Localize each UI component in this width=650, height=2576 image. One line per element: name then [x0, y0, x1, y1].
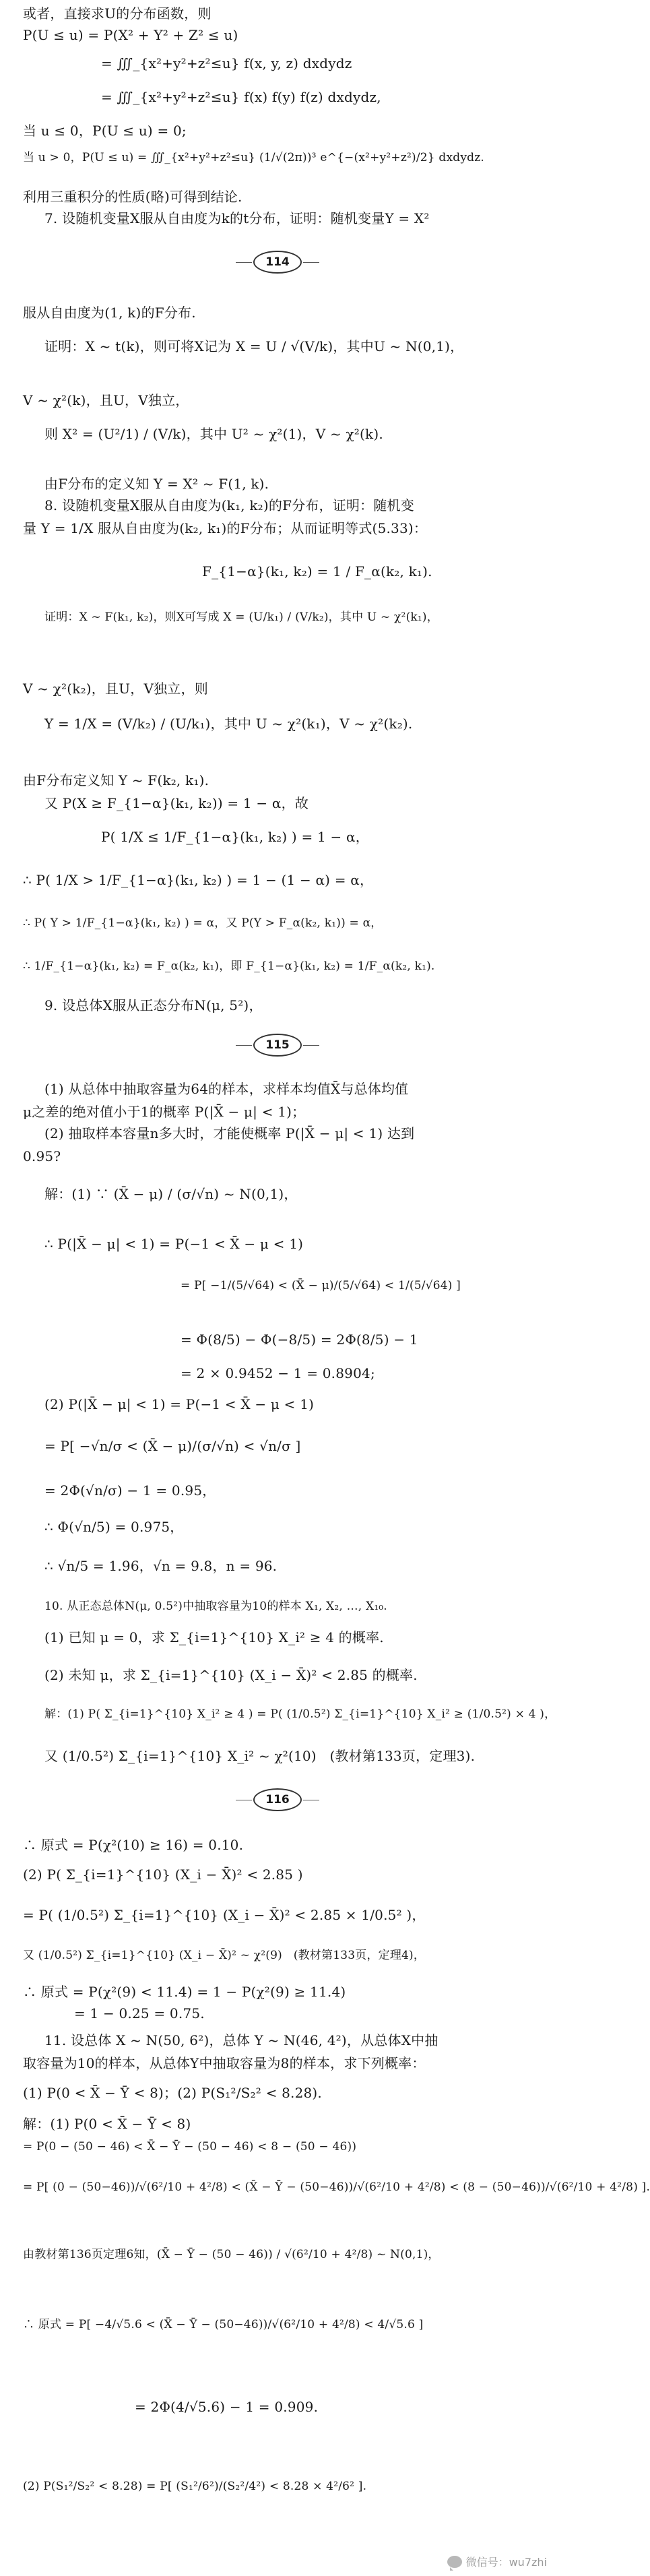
- text-line: 又 P(X ≥ F_{1−α}(k₁, k₂)) = 1 − α，故: [44, 795, 309, 811]
- wechat-icon: [447, 2556, 462, 2568]
- text-line: ∴ 1/F_{1−α}(k₁, k₂) = F_α(k₂, k₁)，即 F_{1−α}(k₁, k₂) = 1/F_α(k₂, k₁).: [23, 960, 435, 973]
- text-line: = P[ (0 − (50−46))/√(6²/10 + 4²/8) < (X̄ − Ȳ − (50−46))/√(6²/10 + 4²/8) < (8 − (50−46))/√(6²/10 + 4²/8) ].: [23, 2180, 650, 2194]
- text-line: P( 1/X ≤ 1/F_{1−α}(k₁, k₂) ) = 1 − α，: [101, 829, 369, 845]
- text-line: 又 (1/0.5²) Σ_{i=1}^{10} X_i² ~ χ²(10) (教材第133页，定理3).: [44, 1748, 476, 1764]
- text-line: (1) P(0 < X̄ − Ȳ < 8)；(2) P(S₁²/S₂² < 8.28).: [23, 2085, 322, 2101]
- text-line: 又 (1/0.5²) Σ_{i=1}^{10} (X_i − X̄)² ~ χ²(9) (教材第133页，定理4)，: [23, 1949, 426, 1962]
- text-line: 当 u > 0，P(U ≤ u) = ∭_{x²+y²+z²≤u} (1/√(2π))³ e^{−(x²+y²+z²)/2} dxdydz.: [23, 151, 484, 164]
- text-line: ∴ √n/5 = 1.96，√n = 9.8，n = 96.: [44, 1558, 278, 1574]
- text-line: 解：(1) P( Σ_{i=1}^{10} X_i² ≥ 4 ) = P( (1/0.5²) Σ_{i=1}^{10} X_i² ≥ (1/0.5²) × 4 )，: [44, 1707, 556, 1721]
- text-line: ∴ P(|X̄ − μ| < 1) = P(−1 < X̄ − μ < 1): [44, 1236, 304, 1252]
- text-line: Y = 1/X = (V/k₂) / (U/k₁)，其中 U ~ χ²(k₁)，V ~ χ²(k₂).: [44, 716, 413, 732]
- text-line: = 2Φ(√n/σ) − 1 = 0.95，: [44, 1482, 216, 1499]
- text-line: F_{1−α}(k₁, k₂) = 1 / F_α(k₂, k₁).: [202, 563, 432, 579]
- text-line: 解：(1) P(0 < X̄ − Ȳ < 8): [23, 2116, 191, 2132]
- page-number-badge: 114: [253, 251, 302, 274]
- text-line: 11. 设总体 X ~ N(50, 6²)，总体 Y ~ N(46, 4²)，从总体X中抽: [44, 2032, 438, 2048]
- text-line: 解：(1) ∵ (X̄ − μ) / (σ/√n) ~ N(0,1)，: [44, 1186, 298, 1202]
- text-line: = Φ(8/5) − Φ(−8/5) = 2Φ(8/5) − 1: [181, 1331, 418, 1348]
- text-line: (2) P(S₁²/S₂² < 8.28) = P[ (S₁²/6²)/(S₂²/4²) < 8.28 × 4²/6² ].: [23, 2480, 367, 2493]
- text-line: = ∭_{x²+y²+z²≤u} f(x) f(y) f(z) dxdydz,: [101, 89, 381, 105]
- text-line: 量 Y = 1/X 服从自由度为(k₂, k₁)的F分布；从而证明等式(5.33)：: [23, 520, 428, 536]
- watermark: [447, 2554, 547, 2569]
- text-line: (2) 抽取样本容量n多大时，才能使概率 P(|X̄ − μ| < 1) 达到: [44, 1125, 415, 1141]
- text-line: = 2Φ(4/√5.6) − 1 = 0.909.: [135, 2399, 319, 2415]
- text-line: (2) P(|X̄ − μ| < 1) = P(−1 < X̄ − μ < 1): [44, 1396, 315, 1412]
- text-line: = P( (1/0.5²) Σ_{i=1}^{10} (X_i − X̄)² < 2.85 × 1/0.5² )，: [23, 1907, 426, 1923]
- text-line: 利用三重积分的性质(略)可得到结论.: [23, 189, 242, 205]
- text-line: P(U ≤ u) = P(X² + Y² + Z² ≤ u): [23, 27, 238, 43]
- text-line: 由教材第136页定理6知，(X̄ − Ȳ − (50 − 46)) / √(6²/10 + 4²/8) ~ N(0,1)，: [23, 2248, 440, 2261]
- text-line: ∴ P( 1/X > 1/F_{1−α}(k₁, k₂) ) = 1 − (1 − α) = α，: [23, 872, 374, 888]
- text-line: V ~ χ²(k₂)，且U，V独立，则: [23, 681, 208, 697]
- text-line: 10. 从正态总体N(μ, 0.5²)中抽取容量为10的样本 X₁, X₂, …, X₁₀.: [44, 1600, 387, 1613]
- text-line: ∴ Φ(√n/5) = 0.975，: [44, 1519, 184, 1535]
- text-line: = P[ −1/(5/√64) < (X̄ − μ)/(5/√64) < 1/(5/√64) ]: [181, 1279, 461, 1292]
- text-line: = ∭_{x²+y²+z²≤u} f(x, y, z) dxdydz: [101, 55, 352, 71]
- text-line: 9. 设总体X服从正态分布N(μ, 5²)，: [44, 997, 263, 1013]
- text-line: ∴ 原式 = P[ −4/√5.6 < (X̄ − Ȳ − (50−46))/√(6²/10 + 4²/8) < 4/√5.6 ]: [23, 2318, 424, 2331]
- text-line: 由F分布定义知 Y ~ F(k₂, k₁).: [23, 772, 209, 788]
- text-line: 则 X² = (U²/1) / (V/k)，其中 U² ~ χ²(1)，V ~ χ²(k).: [44, 426, 383, 442]
- text-line: 8. 设随机变量X服从自由度为(k₁, k₂)的F分布，证明：随机变: [44, 497, 414, 513]
- text-line: (1) 已知 μ = 0，求 Σ_{i=1}^{10} X_i² ≥ 4 的概率.: [44, 1629, 384, 1645]
- text-line: (1) 从总体中抽取容量为64的样本，求样本均值X̄与总体均值: [44, 1081, 409, 1097]
- text-line: 证明：X ~ t(k)，则可将X记为 X = U / √(V/k)，其中U ~ N(0,1)，: [44, 338, 464, 354]
- text-line: = 1 − 0.25 = 0.75.: [74, 2005, 205, 2021]
- page-number-badge: 116: [253, 1788, 302, 1811]
- text-line: 证明：X ~ F(k₁, k₂)，则X可写成 X = (U/k₁) / (V/k₂)，其中 U ~ χ²(k₁)，: [44, 610, 438, 624]
- text-line: 7. 设随机变量X服从自由度为k的t分布，证明：随机变量Y = X²: [44, 210, 430, 226]
- text-line: ∴ P( Y > 1/F_{1−α}(k₁, k₂) ) = α，又 P(Y > F_α(k₂, k₁)) = α，: [23, 916, 383, 930]
- text-line: 由F分布的定义知 Y = X² ~ F(1, k).: [44, 476, 269, 492]
- text-line: V ~ χ²(k)，且U，V独立，: [23, 392, 189, 408]
- text-line: (2) 未知 μ，求 Σ_{i=1}^{10} (X_i − X̄)² < 2.85 的概率.: [44, 1667, 418, 1683]
- watermark-text: 微信号：wu7zhi: [465, 2556, 547, 2569]
- text-line: ∴ 原式 = P(χ²(10) ≥ 16) = 0.10.: [23, 1837, 244, 1853]
- text-line: = P[ −√n/σ < (X̄ − μ)/(σ/√n) < √n/σ ]: [44, 1438, 301, 1454]
- text-line: (2) P( Σ_{i=1}^{10} (X_i − X̄)² < 2.85 ): [23, 1866, 303, 1883]
- page-number-badge: 115: [253, 1034, 302, 1057]
- text-line: 服从自由度为(1, k)的F分布.: [23, 305, 196, 321]
- text-line: ∴ 原式 = P(χ²(9) < 11.4) = 1 − P(χ²(9) ≥ 11.4): [23, 1984, 346, 2000]
- text-line: 0.95?: [23, 1148, 61, 1164]
- text-line: = 2 × 0.9452 − 1 = 0.8904;: [181, 1365, 375, 1381]
- text-line: 取容量为10的样本，从总体Y中抽取容量为8的样本，求下列概率：: [23, 2055, 426, 2071]
- text-line: 当 u ≤ 0，P(U ≤ u) = 0;: [23, 123, 187, 139]
- text-line: 或者，直接求U的分布函数，则: [23, 5, 212, 22]
- text-line: μ之差的绝对值小于1的概率 P(|X̄ − μ| < 1)；: [23, 1104, 306, 1120]
- text-line: = P(0 − (50 − 46) < X̄ − Ȳ − (50 − 46) < 8 − (50 − 46)): [23, 2140, 357, 2154]
